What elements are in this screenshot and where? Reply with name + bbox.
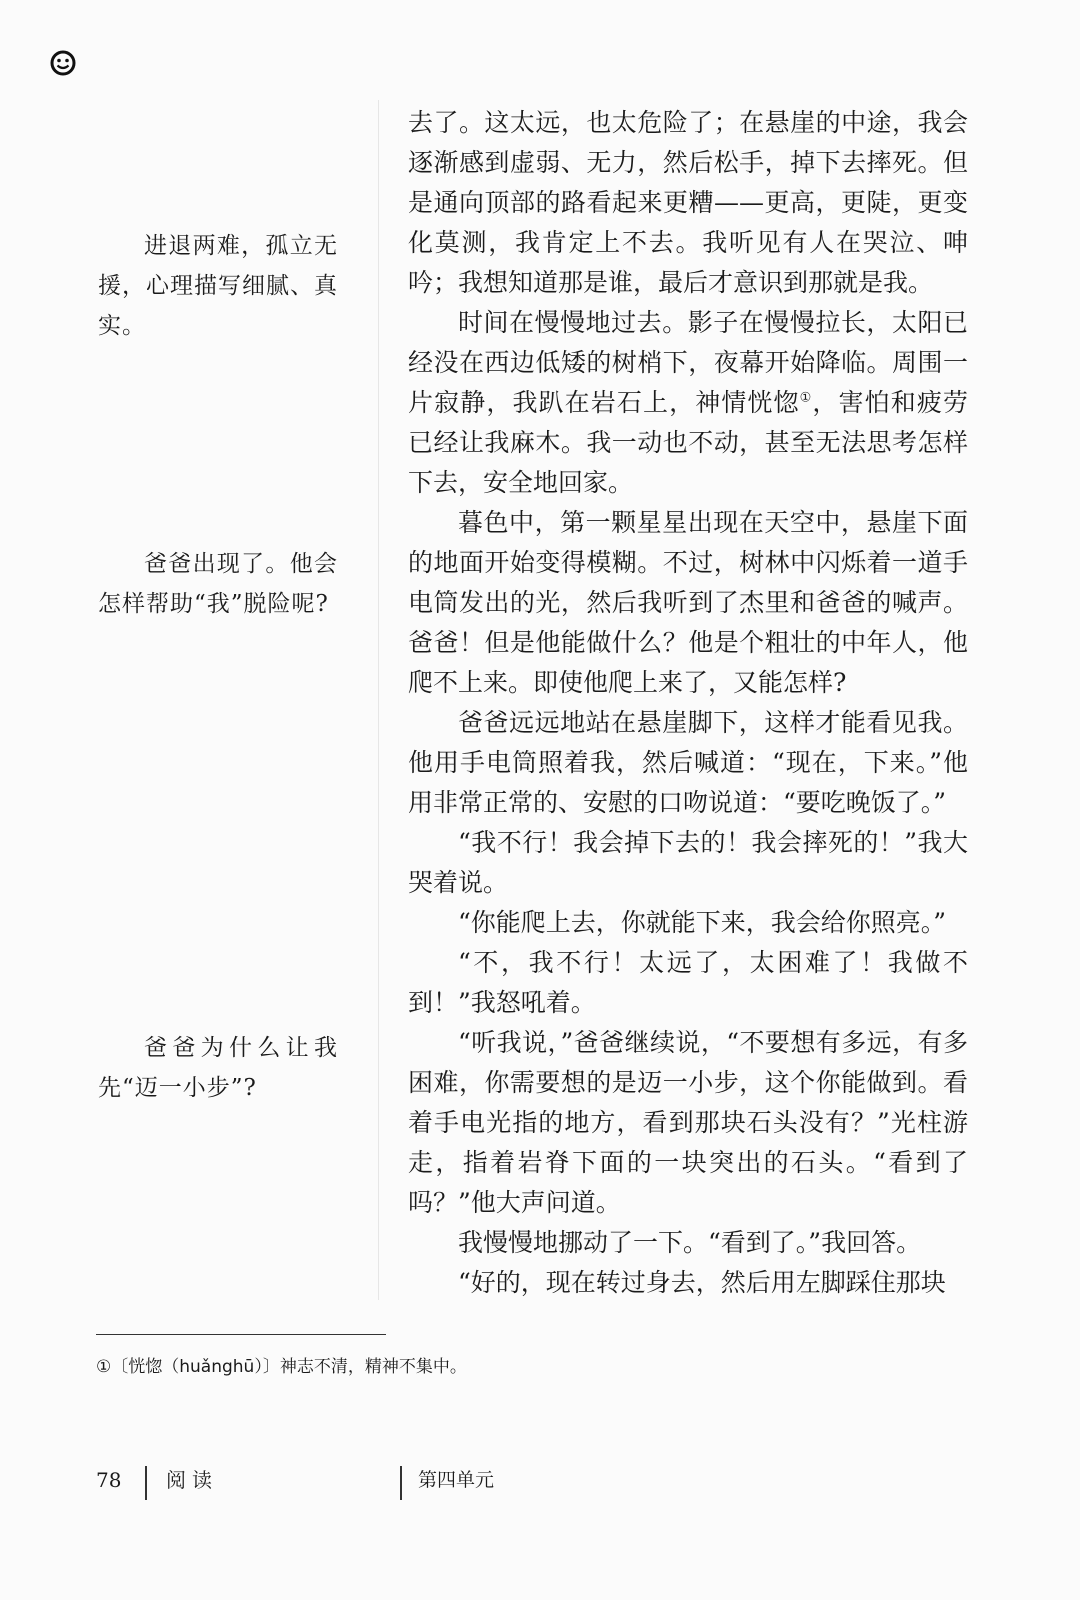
main-text xyxy=(408,103,968,1303)
paragraph-text: 时间在慢慢地过去。影子在慢慢拉长，太阳已经没在西边低矮的树梢下，夜幕开始降临。周围一片寂静，我趴在岩石上，神情恍惚 xyxy=(408,308,968,417)
paragraph: “好的，现在转过身去，然后用左脚踩住那块 xyxy=(458,1268,946,1297)
paragraph xyxy=(408,303,968,503)
page-number: 78 xyxy=(96,1468,122,1492)
footer-divider xyxy=(400,1466,402,1500)
footnote: ①〔恍惚（huǎnghū）〕神志不清，精神不集中。 xyxy=(96,1357,467,1377)
paragraph: 我慢慢地挪动了一下。“看到了。”我回答。 xyxy=(458,1228,922,1257)
paragraph: “我不行！我会掉下去的！我会摔死的！”我大哭着说。 xyxy=(408,828,968,897)
margin-note-small-step: 爸爸为什么让我先“迈一小步”? xyxy=(98,1035,338,1101)
paragraph-text: ，害怕和疲劳已经让我麻木。我一动也不动，甚至无法思考怎样下去，安全地回家。 xyxy=(408,388,968,497)
margin-note-father-appears: 爸爸出现了。他会怎样帮助“我”脱险呢? xyxy=(98,551,338,617)
paragraph: 暮色中，第一颗星星出现在天空中，悬崖下面的地面开始变得模糊。不过，树林中闪烁着一道手电筒发出的光，然后我听到了杰里和爸爸的喊声。爸爸！但是他能做什么？他是个粗壮的中年人，他爬不上来。即使他爬上来了，又能怎样? xyxy=(408,508,968,697)
unit-label: 第四单元 xyxy=(418,1469,495,1491)
section-label: 阅读 xyxy=(166,1468,218,1492)
paragraph: “听我说，”爸爸继续说，“不要想有多远，有多困难，你需要想的是迈一小步，这个你能做到。看着手电光指的地方，看到那块石头没有？”光柱游走，指着岩脊下面的一块突出的石头。“看到了吗？”他大声问道。 xyxy=(408,1028,968,1217)
smiley-icon xyxy=(50,50,76,76)
margin-note-dilemma: 进退两难，孤立无援，心理描写细腻、真实。 xyxy=(98,233,338,339)
paragraph: 去了。这太远，也太危险了；在悬崖的中途，我会逐渐感到虚弱、无力，然后松手，掉下去摔死。但是通向顶部的路看起来更糟——更高，更陡，更变化莫测，我肯定上不去。我听见有人在哭泣、呻吟；我想知道那是谁，最后才意识到那就是我。 xyxy=(408,108,968,297)
margin-divider xyxy=(378,100,379,1300)
paragraph: 爸爸远远地站在悬崖脚下，这样才能看见我。他用手电筒照着我，然后喊道：“现在，下来。”他用非常正常的、安慰的口吻说道：“要吃晚饭了。” xyxy=(408,708,968,817)
footer-divider xyxy=(145,1466,147,1500)
footnote-rule xyxy=(96,1334,386,1335)
footnote-marker[interactable]: ① xyxy=(799,390,813,406)
paragraph: “不，我不行！太远了，太困难了！我做不到！”我怒吼着。 xyxy=(408,948,968,1017)
paragraph: “你能爬上去，你就能下来，我会给你照亮。” xyxy=(458,908,947,937)
